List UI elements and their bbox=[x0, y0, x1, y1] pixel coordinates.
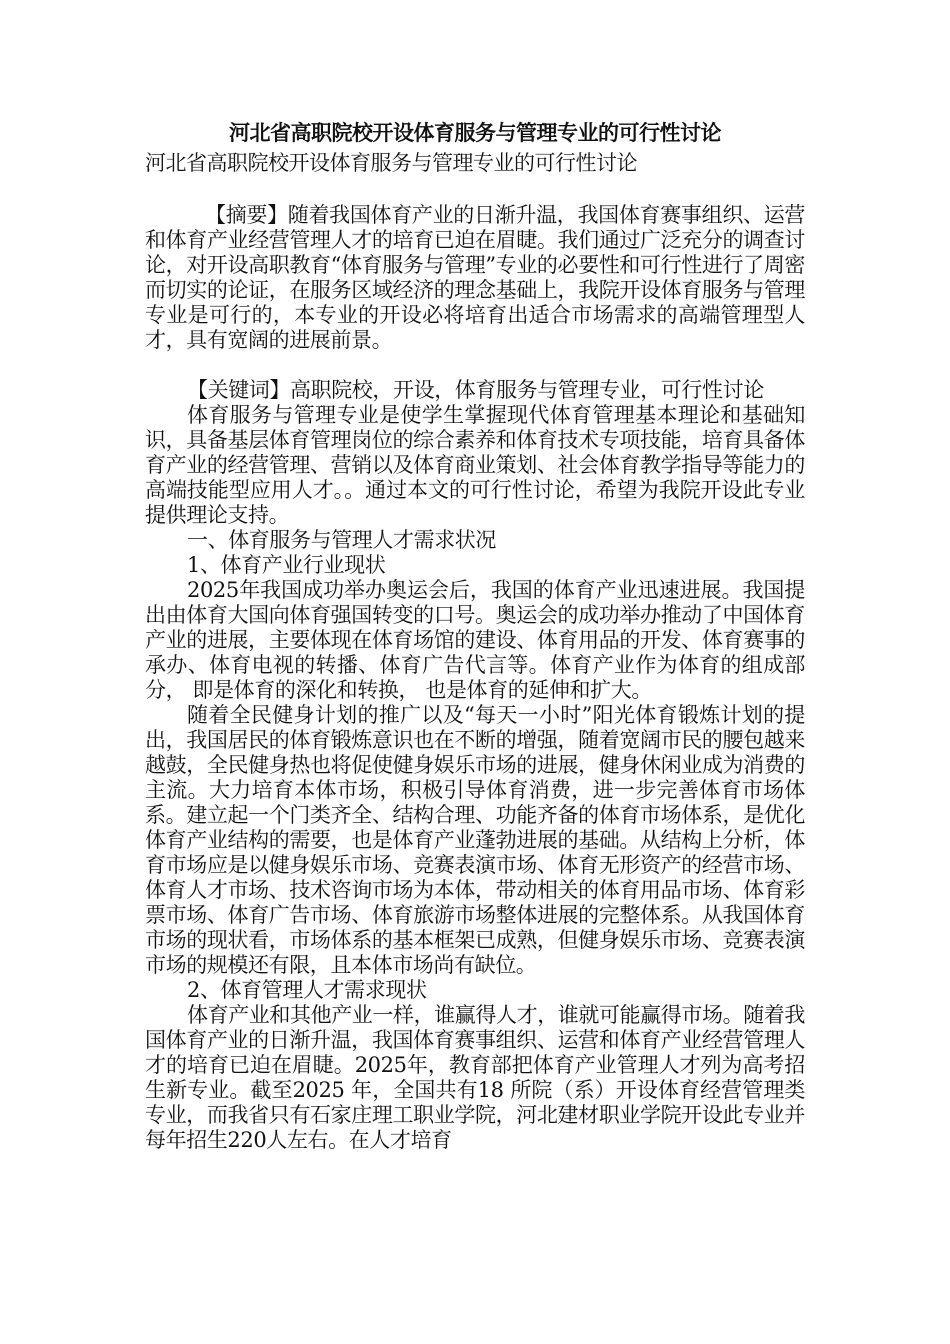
body-paragraph: 体育产业和其他产业一样，谁赢得人才，谁就可能赢得市场。随着我国体育产业的日渐升温，我国体育赛事组织、运营和体育产业经营管理人才的培育已迫在眉睫。2025年，教育部把体育产业管理人才列为高考招生新专业。截至2025 年，全国共有18 所院（系）开设体育经营管理类专业，而我省只有石家庄理工职业学院，河北建材职业学院开设此专业并每年招生220人左右。在人才培育 bbox=[145, 1003, 805, 1152]
keywords-paragraph: 【关键词】高职院校，开设，体育服务与管理专业，可行性讨论 bbox=[187, 378, 764, 402]
subsection-heading: 2、体育管理人才需求现状 bbox=[187, 978, 427, 1002]
abstract-paragraph: 【摘要】随着我国体育产业的日渐升温，我国体育赛事组织、运营和体育产业经营管理人才的培育已迫在眉睫。我们通过广泛充分的调查讨论，对开设高职教育“体育服务与管理”专业的必要性和可行性进行了周密而切实的论证，在服务区域经济的理念基础上，我院开设体育服务与管理专业是可行的，本专业的开设必将培育出适合市场需求的高端管理型人才，具有宽阔的进展前景。 bbox=[145, 203, 805, 352]
body-paragraph: 2025年我国成功举办奥运会后，我国的体育产业迅速进展。我国提出由体育大国向体育强国转变的口号。奥运会的成功举办推动了中国体育产业的进展，主要体现在体育场馆的建设、体育用品的开发、体育赛事的承办、体育电视的转播、体育广告代言等。体育产业作为体育的组成部分， 即是体育的深化和转换， 也是体育的延伸和扩大。 bbox=[145, 578, 805, 702]
spacer bbox=[145, 353, 805, 378]
subsection-heading: 1、体育产业行业现状 bbox=[187, 553, 386, 577]
document-title: 河北省高职院校开设体育服务与管理专业的可行性讨论 bbox=[229, 120, 721, 145]
section-heading: 一、体育服务与管理人才需求状况 bbox=[187, 528, 496, 552]
spacer bbox=[145, 178, 805, 203]
document-page bbox=[145, 118, 805, 1153]
document-subtitle: 河北省高职院校开设体育服务与管理专业的可行性讨论 bbox=[145, 151, 637, 175]
intro-paragraph: 体育服务与管理专业是使学生掌握现代体育管理基本理论和基础知识，具备基层体育管理岗位的综合素养和体育技术专项技能，培育具备体育产业的经营管理、营销以及体育商业策划、社会体育教学指导等能力的高端技能型应用人才。。通过本文的可行性讨论，希望为我院开设此专业提供理论支持。 bbox=[145, 403, 805, 527]
body-paragraph: 随着全民健身计划的推广以及“每天一小时”阳光体育锻炼计划的提出，我国居民的体育锻炼意识也在不断的增强，随着宽阔市民的腰包越来越鼓，全民健身热也将促使健身娱乐市场的进展，健身休闲业成为消费的主流。大力培育本体市场，积极引导体育消费，进一步完善体育市场体系。建立起一个门类齐全、结构合理、功能齐备的体育市场体系，是优化体育产业结构的需要，也是体育产业蓬勃进展的基础。从结构上分析，体育市场应是以健身娱乐市场、竞赛表演市场、体育无形资产的经营市场、体育人才市场、技术咨询市场为本体，带动相关的体育用品市场、体育彩票市场、体育广告市场、体育旅游市场整体进展的完整体系。从我国体育市场的现状看，市场体系的基本框架已成熟，但健身娱乐市场、竞赛表演市场的规模还有限，且本体市场尚有缺位。 bbox=[145, 703, 805, 977]
